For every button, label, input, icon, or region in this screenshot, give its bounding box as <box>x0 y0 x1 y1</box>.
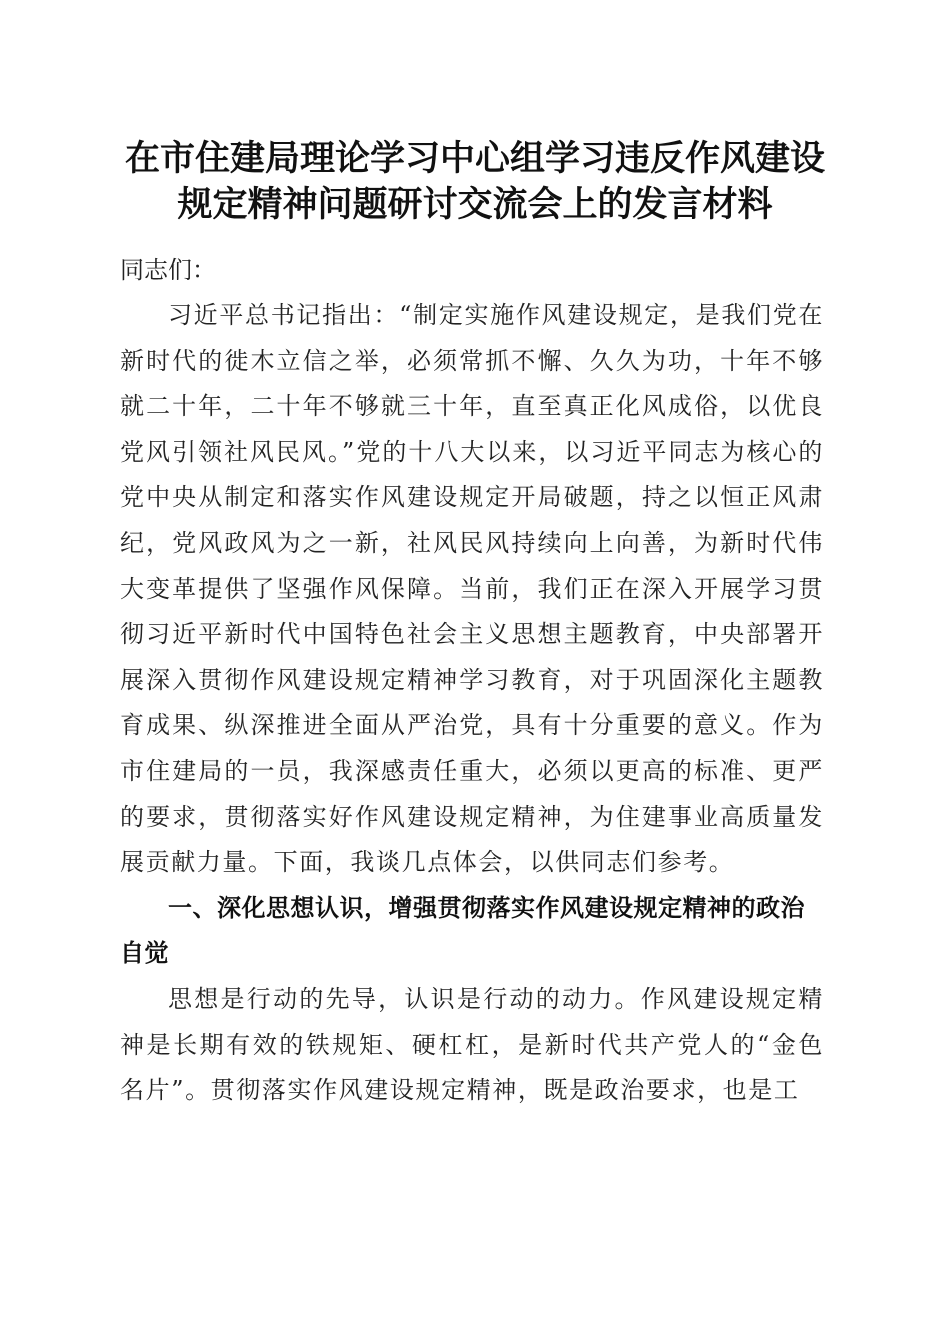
salutation: 同志们： <box>120 256 216 284</box>
title-line-2: 规定精神问题研讨交流会上的发言材料 <box>177 184 773 225</box>
section-heading-1: 一、深化思想认识，增强贯彻落实作风建设规定精神的政治自觉 <box>120 893 805 968</box>
document-title <box>100 136 850 228</box>
paragraph-intro: 习近平总书记指出：“制定实施作风建设规定，是我们党在新时代的徙木立信之举，必须常抓不懈、久久为功，十年不够就二十年，二十年不够就三十年，直至真正化风成俗，以优良党风引领社风民风。”党的十八大以来，以习近平同志为核心的党中央从制定和落实作风建设规定开局破题，持之以恒正风肃纪，党风政风为之一新，社风民风持续向上向善，为新时代伟大变革提供了坚强作风保障。当前，我们正在深入开展学习贯彻习近平新时代中国特色社会主义思想主题教育，中央部署开展深入贯彻作风建设规定精神学习教育，对于巩固深化主题教育成果、纵深推进全面从严治党，具有十分重要的意义。作为市住建局的一员，我深感责任重大，必须以更高的标准、更严的要求，贯彻落实好作风建设规定精神，为住建事业高质量发展贡献力量。下面，我谈几点体会，以供同志们参考。 <box>120 301 824 877</box>
document-body <box>120 248 824 1114</box>
title-line-1: 在市住建局理论学习中心组学习违反作风建设 <box>124 138 825 179</box>
paragraph-section-1: 思想是行动的先导，认识是行动的动力。作风建设规定精神是长期有效的铁规矩、硬杠杠，是新时代共产党人的“金色名片”。贯彻落实作风建设规定精神，既是政治要求，也是工 <box>120 984 824 1105</box>
